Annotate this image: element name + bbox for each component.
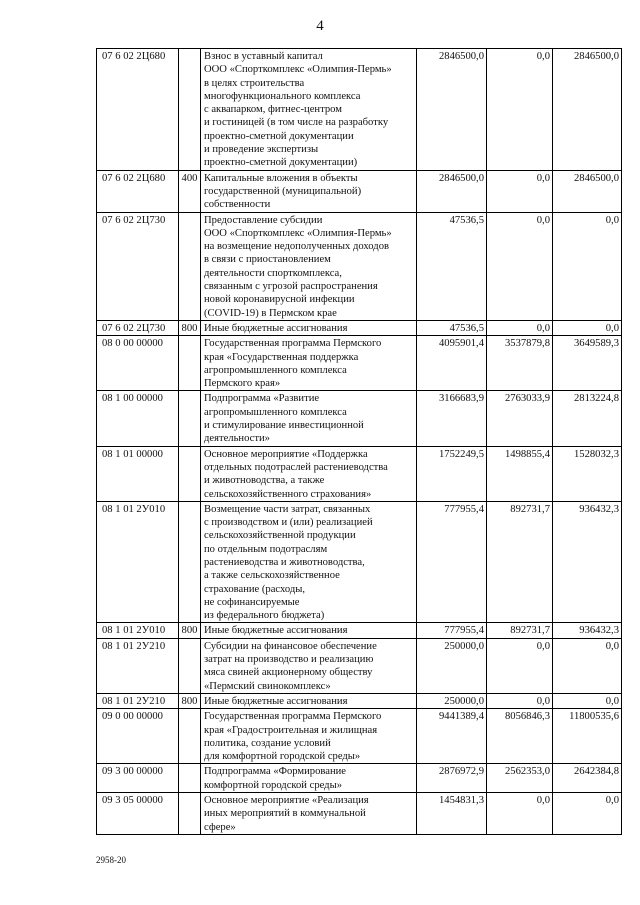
table-body bbox=[97, 49, 622, 835]
cell-item-name: Государственная программа Пермского края «Градостроительная и жилищная политика, создание условий для комфортной городской среды» bbox=[201, 709, 417, 764]
table-row bbox=[97, 320, 622, 335]
cell-amount-year-3: 2642384,8 bbox=[553, 764, 622, 793]
cell-target-code: 08 1 01 2У010 bbox=[97, 501, 179, 623]
cell-amount-year-1: 2846500,0 bbox=[417, 170, 487, 212]
cell-expense-type: 800 bbox=[179, 693, 201, 708]
cell-amount-year-3: 0,0 bbox=[553, 638, 622, 693]
cell-amount-year-2: 8056846,3 bbox=[487, 709, 553, 764]
table-row bbox=[97, 693, 622, 708]
table-row bbox=[97, 446, 622, 501]
cell-expense-type: 800 bbox=[179, 623, 201, 638]
cell-amount-year-1: 777955,4 bbox=[417, 501, 487, 623]
cell-item-name: Капитальные вложения в объекты государственной (муниципальной) собственности bbox=[201, 170, 417, 212]
cell-amount-year-1: 2876972,9 bbox=[417, 764, 487, 793]
cell-item-name: Подпрограмма «Формирование комфортной городской среды» bbox=[201, 764, 417, 793]
budget-table bbox=[96, 48, 622, 835]
cell-amount-year-2: 0,0 bbox=[487, 320, 553, 335]
cell-amount-year-1: 777955,4 bbox=[417, 623, 487, 638]
cell-amount-year-2: 0,0 bbox=[487, 793, 553, 835]
cell-amount-year-1: 250000,0 bbox=[417, 693, 487, 708]
table-row bbox=[97, 501, 622, 623]
cell-amount-year-2: 0,0 bbox=[487, 49, 553, 171]
cell-expense-type bbox=[179, 793, 201, 835]
cell-expense-type bbox=[179, 212, 201, 320]
cell-amount-year-3: 0,0 bbox=[553, 212, 622, 320]
cell-target-code: 08 1 01 00000 bbox=[97, 446, 179, 501]
cell-target-code: 09 3 00 00000 bbox=[97, 764, 179, 793]
cell-amount-year-3: 2846500,0 bbox=[553, 170, 622, 212]
cell-expense-type bbox=[179, 764, 201, 793]
table-row bbox=[97, 793, 622, 835]
cell-expense-type bbox=[179, 336, 201, 391]
cell-expense-type bbox=[179, 638, 201, 693]
cell-amount-year-3: 936432,3 bbox=[553, 623, 622, 638]
table-row bbox=[97, 638, 622, 693]
cell-expense-type: 400 bbox=[179, 170, 201, 212]
cell-expense-type bbox=[179, 446, 201, 501]
table-row bbox=[97, 623, 622, 638]
cell-amount-year-1: 1752249,5 bbox=[417, 446, 487, 501]
cell-target-code: 08 1 01 2У210 bbox=[97, 638, 179, 693]
table-row bbox=[97, 391, 622, 446]
cell-amount-year-1: 1454831,3 bbox=[417, 793, 487, 835]
cell-amount-year-2: 3537879,8 bbox=[487, 336, 553, 391]
cell-amount-year-3: 936432,3 bbox=[553, 501, 622, 623]
cell-item-name: Основное мероприятие «Реализация иных мероприятий в коммунальной сфере» bbox=[201, 793, 417, 835]
cell-item-name: Государственная программа Пермского края «Государственная поддержка агропромышленного комплекса Пермского края» bbox=[201, 336, 417, 391]
table-row bbox=[97, 764, 622, 793]
cell-expense-type bbox=[179, 501, 201, 623]
table-row bbox=[97, 709, 622, 764]
cell-item-name: Иные бюджетные ассигнования bbox=[201, 623, 417, 638]
cell-target-code: 08 1 00 00000 bbox=[97, 391, 179, 446]
cell-item-name: Взнос в уставный капитал ООО «Спорткомплекс «Олимпия-Пермь» в целях строительства многофункционального комплекса с аквапарком, фитнес-центром и гостиницей (в том числе на разработку проектно-сметной документации и проведение экспертизы проектно-сметной документации) bbox=[201, 49, 417, 171]
cell-amount-year-3: 2813224,8 bbox=[553, 391, 622, 446]
cell-amount-year-1: 47536,5 bbox=[417, 212, 487, 320]
cell-amount-year-2: 0,0 bbox=[487, 212, 553, 320]
cell-item-name: Основное мероприятие «Поддержка отдельных подотраслей растениеводства и животноводства, а также сельскохозяйственного страхования» bbox=[201, 446, 417, 501]
cell-target-code: 07 6 02 2Ц730 bbox=[97, 320, 179, 335]
cell-target-code: 08 0 00 00000 bbox=[97, 336, 179, 391]
cell-amount-year-1: 47536,5 bbox=[417, 320, 487, 335]
cell-amount-year-2: 0,0 bbox=[487, 693, 553, 708]
cell-item-name: Субсидии на финансовое обеспечение затрат на производство и реализацию мяса свиней акционерному обществу «Пермский свинокомплекс» bbox=[201, 638, 417, 693]
cell-amount-year-1: 9441389,4 bbox=[417, 709, 487, 764]
cell-target-code: 07 6 02 2Ц680 bbox=[97, 49, 179, 171]
cell-amount-year-1: 4095901,4 bbox=[417, 336, 487, 391]
cell-amount-year-3: 1528032,3 bbox=[553, 446, 622, 501]
cell-item-name: Возмещение части затрат, связанных с производством и (или) реализацией сельскохозяйственной продукции по отдельным подотраслям растениеводства и животноводства, а также сельскохозяйственное страхование (расходы, не софинансируемые из федерального бюджета) bbox=[201, 501, 417, 623]
cell-amount-year-2: 0,0 bbox=[487, 170, 553, 212]
cell-amount-year-1: 3166683,9 bbox=[417, 391, 487, 446]
cell-amount-year-2: 892731,7 bbox=[487, 501, 553, 623]
table-row bbox=[97, 336, 622, 391]
cell-item-name: Предоставление субсидии ООО «Спорткомплекс «Олимпия-Пермь» на возмещение недополученных доходов в связи с приостановлением деятельности спорткомплекса, связанным с угрозой распространения новой коронавирусной инфекции (COVID-19) в Пермском крае bbox=[201, 212, 417, 320]
cell-item-name: Иные бюджетные ассигнования bbox=[201, 320, 417, 335]
cell-amount-year-3: 3649589,3 bbox=[553, 336, 622, 391]
cell-amount-year-3: 11800535,6 bbox=[553, 709, 622, 764]
cell-expense-type bbox=[179, 391, 201, 446]
table-row bbox=[97, 170, 622, 212]
cell-item-name: Подпрограмма «Развитие агропромышленного комплекса и стимулирование инвестиционной деятельности» bbox=[201, 391, 417, 446]
cell-target-code: 09 0 00 00000 bbox=[97, 709, 179, 764]
cell-amount-year-1: 250000,0 bbox=[417, 638, 487, 693]
document-code: 2958-20 bbox=[96, 855, 126, 865]
cell-expense-type bbox=[179, 49, 201, 171]
cell-target-code: 07 6 02 2Ц730 bbox=[97, 212, 179, 320]
page-number: 4 bbox=[316, 18, 324, 34]
table-row bbox=[97, 49, 622, 171]
cell-amount-year-3: 2846500,0 bbox=[553, 49, 622, 171]
cell-expense-type bbox=[179, 709, 201, 764]
table-row bbox=[97, 212, 622, 320]
cell-amount-year-3: 0,0 bbox=[553, 320, 622, 335]
cell-target-code: 09 3 05 00000 bbox=[97, 793, 179, 835]
cell-amount-year-2: 1498855,4 bbox=[487, 446, 553, 501]
cell-amount-year-1: 2846500,0 bbox=[417, 49, 487, 171]
cell-amount-year-2: 0,0 bbox=[487, 638, 553, 693]
cell-expense-type: 800 bbox=[179, 320, 201, 335]
cell-target-code: 08 1 01 2У210 bbox=[97, 693, 179, 708]
cell-amount-year-2: 2763033,9 bbox=[487, 391, 553, 446]
cell-target-code: 07 6 02 2Ц680 bbox=[97, 170, 179, 212]
cell-amount-year-2: 892731,7 bbox=[487, 623, 553, 638]
cell-item-name: Иные бюджетные ассигнования bbox=[201, 693, 417, 708]
cell-amount-year-3: 0,0 bbox=[553, 793, 622, 835]
cell-target-code: 08 1 01 2У010 bbox=[97, 623, 179, 638]
cell-amount-year-3: 0,0 bbox=[553, 693, 622, 708]
cell-amount-year-2: 2562353,0 bbox=[487, 764, 553, 793]
